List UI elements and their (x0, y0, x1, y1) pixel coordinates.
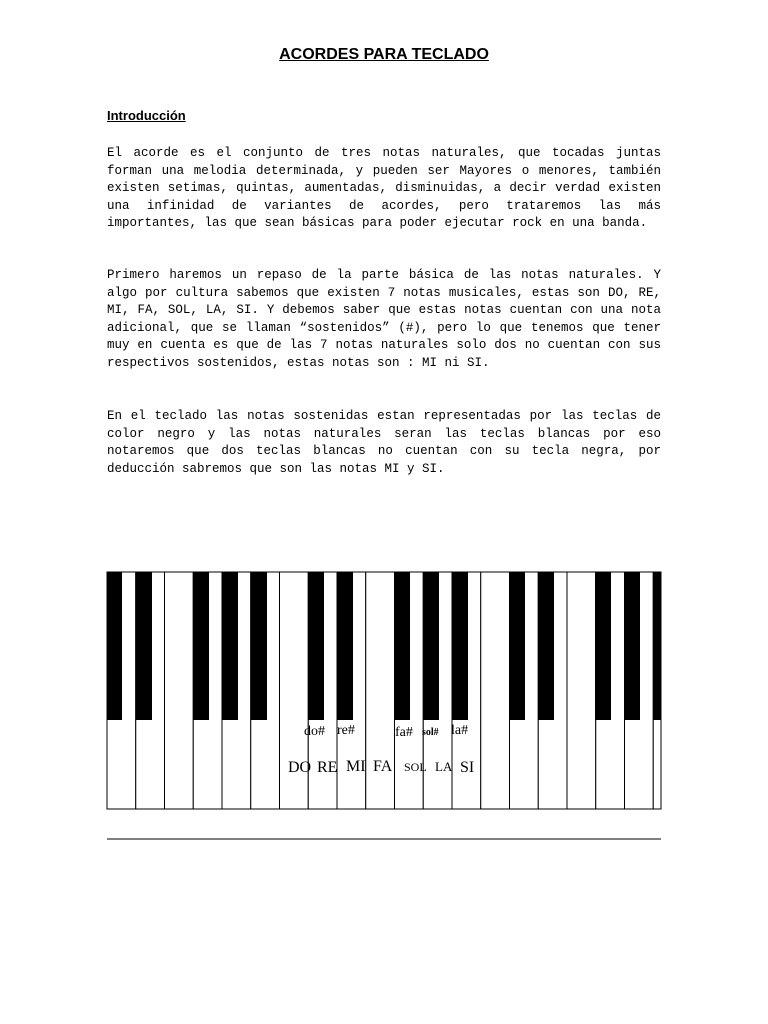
note-label-re-sharp: re# (337, 723, 355, 738)
white-key (567, 572, 596, 809)
note-label-la: LA (435, 759, 453, 774)
note-label-fa-sharp: fa# (395, 725, 413, 740)
note-label-do-sharp: do# (304, 724, 325, 739)
black-key (538, 572, 554, 720)
note-label-sol: SOL (404, 760, 427, 774)
note-label-si: SI (460, 759, 475, 776)
black-key (222, 572, 238, 720)
black-key (193, 572, 209, 720)
note-label-do: DO (288, 759, 312, 776)
black-key (452, 572, 468, 720)
black-key (624, 572, 640, 720)
black-key (136, 572, 152, 720)
note-label-fa: FA (373, 758, 393, 775)
note-label-sol-sharp: sol# (422, 727, 439, 738)
paragraph-keyboard: En el teclado las notas sostenidas estan representadas por las teclas de color negro y las notas naturales seran las teclas blancas por eso notaremos que dos teclas blancas no cuentan con su tecla negra, por deducción sabremos que son las notas MI y SI. (107, 409, 661, 476)
black-key (423, 572, 439, 720)
black-key (509, 572, 525, 720)
white-key (165, 572, 194, 809)
paragraph-notes: Primero haremos un repaso de la parte básica de las notas naturales. Y algo por cultura sabemos que existen 7 notas musicales, estas son DO, RE, MI, FA, SOL, LA, SI. Y debemos saber que estas notas cuentan con una nota adicional, que se llaman “sostenidos” (#), pero lo que tenemos que tener muy en cuenta es que de las 7 notas naturales solo dos no cuentan con sus respectivos sostenidos, estas notas son : MI ni SI. (107, 268, 661, 370)
black-key (308, 572, 324, 720)
black-key (394, 572, 410, 720)
white-key (481, 572, 510, 809)
black-key (107, 572, 122, 720)
note-label-la-sharp: la# (451, 723, 469, 738)
note-label-re: RE (317, 759, 338, 776)
black-key (337, 572, 353, 720)
black-key (251, 572, 267, 720)
section-heading: Introducción (107, 108, 186, 123)
black-key (653, 572, 661, 720)
paragraph-intro: El acorde es el conjunto de tres notas naturales, que tocadas juntas forman una melodia determinada, y pueden ser Mayores o menores, también existen setimas, quintas, aumentadas, disminuidas, a decir verdad existen una infinidad de variantes de acordes, pero trataremos las más importantes, las que sean básicas para poder ejecutar rock en una banda. (107, 146, 661, 231)
black-key (595, 572, 611, 720)
note-label-mi: MI (346, 758, 366, 775)
page-title: ACORDES PARA TECLADO (279, 46, 489, 63)
